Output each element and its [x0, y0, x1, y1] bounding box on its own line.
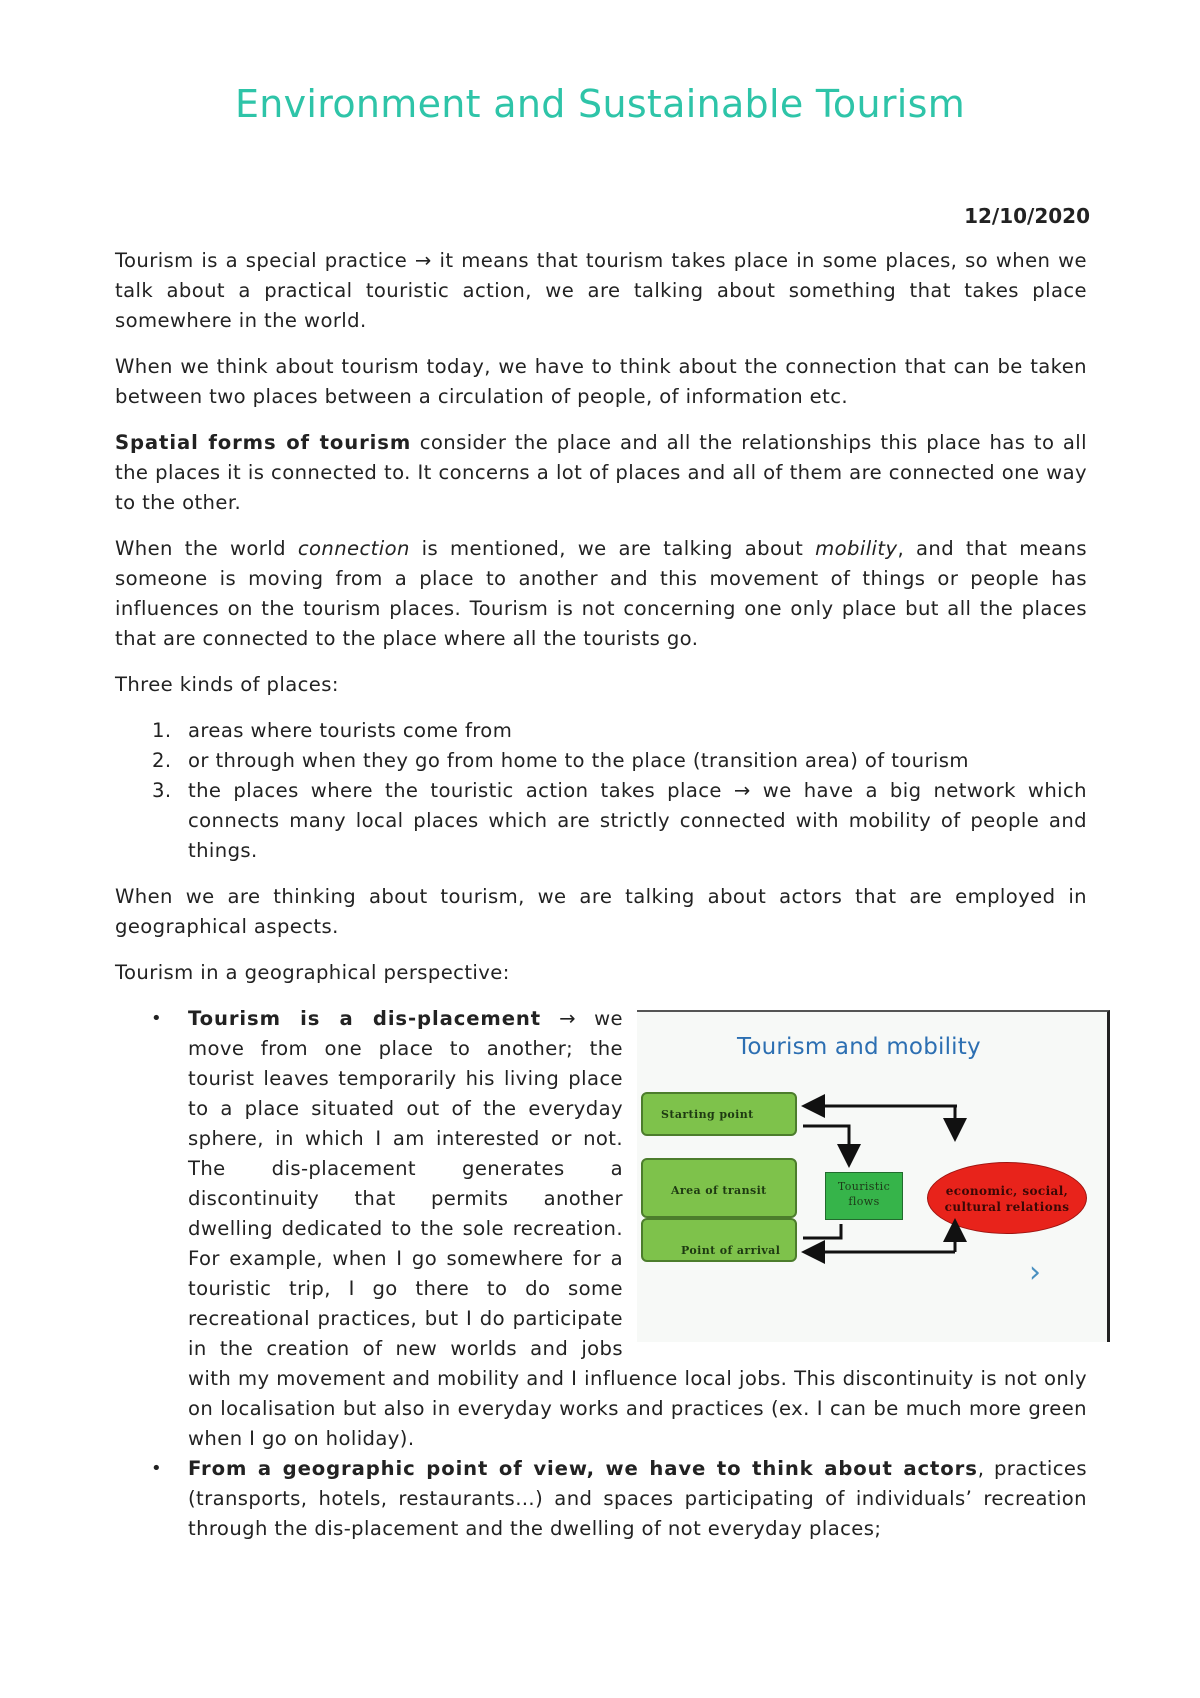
chevron-right-icon: › — [1029, 1255, 1042, 1290]
node-label-line-2: flows — [848, 1195, 880, 1208]
list-number: 2. — [152, 749, 172, 772]
bold-term-displacement: Tourism is a dis-placement — [188, 1007, 542, 1030]
bullet-text: , practices (transports, hotels, restaurants…) and spaces participating of individuals’ recreation through the dis-placement and the dwelling of not everyday places; — [188, 1457, 1087, 1540]
bullet-icon: • — [151, 1008, 163, 1029]
tourism-mobility-diagram — [637, 1010, 1110, 1342]
node-label: Point of arrival — [681, 1244, 781, 1257]
list-item — [115, 746, 1087, 776]
list-item — [115, 776, 1087, 866]
bold-term-spatial-forms: Spatial forms of tourism — [115, 431, 412, 454]
paragraph-7: Tourism in a geographical perspective: — [115, 961, 510, 984]
geographical-perspective-list — [115, 1004, 1087, 1544]
bullet-icon: • — [151, 1458, 163, 1479]
document-body — [115, 246, 1087, 1544]
node-label-line-1: Touristic — [837, 1180, 891, 1193]
bullet-text: → we move from one place to another; the tourist leaves temporarily his living place to a place situated out of the everyday sphere, in which I am interested or not. The dis-placement generates a discontinuity that permits another dwelling dedicated to the sole recreation. For example, when I go somewhere for a touristic trip, I go there to do some recreational practices, but I do participate in the creation of new worlds and jobs with my movement and mobility and I influence local jobs. This discontinuity is not only on localisation but also in everyday works and practices (ex. I can be much more green when I go on holiday). — [188, 1007, 1087, 1450]
paragraph-1: Tourism is a special practice → it means that tourism takes place in some places, so when we talk about a practical touristic action, we are talking about something that takes place somewhere in the world. — [115, 249, 1087, 332]
diagram-title: Tourism and mobility — [737, 1034, 981, 1060]
paragraph-4-text-b: is mentioned, we are talking about — [409, 537, 816, 560]
node-label-line-2: cultural relations — [944, 1200, 1070, 1214]
document-title: Environment and Sustainable Tourism — [234, 82, 966, 126]
list-item-text: the places where the touristic action takes place → we have a big network which connects many local places which are strictly connected with mobility of people and things. — [188, 779, 1087, 862]
node-label-line-1: economic, social, — [945, 1184, 1069, 1198]
paragraph-4-text-c: , and that means someone is moving from a place to another and this movement of things or people has influences on the tourism places. Tourism is not concerning one only place but all the places that are connected to the place where all the tourists go. — [115, 537, 1087, 650]
paragraph-2: When we think about tourism today, we have to think about the connection that can be taken between two places between a circulation of people, of information etc. — [115, 355, 1087, 408]
document-date: 12/10/2020 — [964, 204, 1090, 228]
bold-term-geographic-view: From a geographic point of view, we have to think about actors — [188, 1457, 978, 1480]
diagram-arrows — [637, 1012, 1107, 1342]
italic-term-connection: connection — [297, 537, 410, 560]
italic-term-mobility: mobility — [815, 537, 898, 560]
arrow-flows-to-arrival — [803, 1224, 841, 1238]
node-label: Starting point — [661, 1108, 754, 1121]
paragraph-5: Three kinds of places: — [115, 673, 339, 696]
paragraph-4 — [115, 534, 1087, 654]
arrow-start-to-flows — [803, 1126, 849, 1162]
list-number: 1. — [152, 719, 172, 742]
paragraph-3 — [115, 428, 1087, 518]
paragraph-6: When we are thinking about tourism, we are talking about actors that are employed in geographical aspects. — [115, 885, 1087, 938]
list-item — [115, 716, 1087, 746]
tourism-mobility-figure-wrap — [637, 1010, 1107, 1340]
list-item-text: or through when they go from home to the place (transition area) of tourism — [188, 749, 969, 772]
bullet-item-geographic-view — [115, 1454, 1087, 1544]
list-item-text: areas where tourists come from — [188, 719, 513, 742]
node-label: Area of transit — [671, 1184, 767, 1197]
kinds-of-places-list — [115, 716, 1087, 866]
paragraph-3-text: consider the place and all the relationships this place has to all the places it is connected to. It concerns a lot of places and all of them are connected one way to the other. — [115, 431, 1087, 514]
list-number: 3. — [152, 779, 172, 802]
paragraph-4-text-a: When the world — [115, 537, 298, 560]
bullet-item-displacement — [115, 1004, 1087, 1454]
